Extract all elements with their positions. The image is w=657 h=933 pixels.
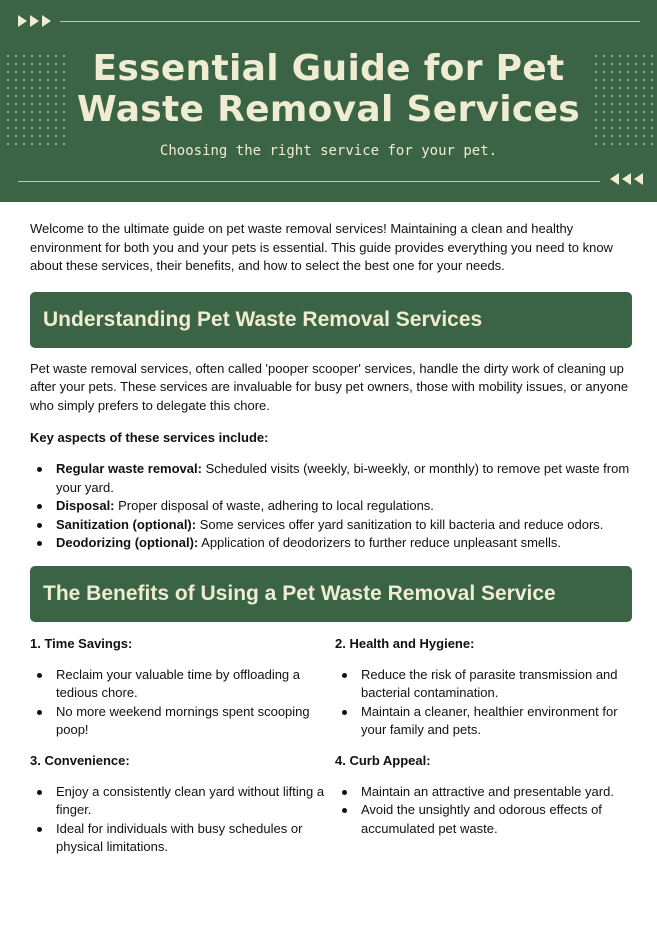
section-heading-benefits: [30, 566, 632, 622]
list-item: No more weekend mornings spent scooping poop!: [56, 703, 335, 740]
intro-paragraph: Welcome to the ultimate guide on pet waste removal services! Maintaining a clean and healthy environment for both you and your pets is essential. This guide provides everything you need to know about these services, their benefits, and how to select the best one for your needs.: [30, 221, 613, 273]
triple-arrow-left-icon: [610, 173, 643, 185]
key-aspects-label: Key aspects of these services include:: [30, 430, 269, 445]
list-item: Reclaim your valuable time by offloading a tedious chore.: [56, 666, 335, 703]
dot-pattern-right: [592, 52, 654, 148]
section-heading-understanding: [30, 292, 632, 348]
benefits-column-left: [30, 635, 335, 869]
section1-paragraph: Pet waste removal services, often called 'pooper scooper' services, handle the dirty work of cleaning up after your pets. These services are invaluable for busy pet owners, those with mobility issues, or anyone who simply prefers to delegate this chore.: [30, 360, 629, 413]
list-item: Maintain a cleaner, healthier environment for your family and pets.: [361, 703, 632, 740]
benefit-title: 4. Curb Appeal:: [335, 752, 431, 768]
item-text: Application of deodorizers to further reduce unpleasant smells.: [198, 535, 562, 550]
item-text: Some services offer yard sanitization to kill bacteria and reduce odors.: [196, 516, 604, 532]
benefits-grid: [30, 635, 632, 869]
item-term: Disposal:: [56, 498, 115, 513]
item-text: Proper disposal of waste, adhering to local regulations.: [114, 498, 434, 513]
triple-arrow-right-icon: [18, 15, 51, 27]
benefit-title: 3. Convenience:: [30, 752, 130, 768]
list-item: Reduce the risk of parasite transmission and bacterial contamination.: [361, 666, 632, 703]
dot-pattern-left: [4, 52, 66, 148]
header-divider-top: [60, 21, 640, 22]
section-heading-text: The Benefits of Using a Pet Waste Removal Service: [43, 581, 556, 605]
key-aspects-list: [30, 460, 632, 553]
section-heading-text: Understanding Pet Waste Removal Services: [43, 307, 483, 331]
benefits-column-right: [335, 635, 632, 869]
benefit-list: [30, 783, 335, 857]
benefit-title: 1. Time Savings:: [30, 635, 133, 651]
title-line-1: Essential Guide for Pet: [92, 48, 565, 89]
page-subtitle: Choosing the right service for your pet.: [159, 143, 498, 159]
benefit-list: [335, 783, 632, 839]
list-item: [56, 460, 632, 497]
header-banner: [0, 0, 657, 202]
item-text: Scheduled visits (weekly, bi-weekly, or monthly) to remove pet waste from your yard.: [56, 461, 630, 495]
benefit-list: [335, 666, 632, 740]
list-item: [56, 497, 632, 516]
item-term: Regular waste removal:: [56, 461, 202, 476]
title-line-2: Waste Removal Services: [76, 89, 580, 130]
benefit-health-hygiene: [335, 635, 632, 740]
list-item: Enjoy a consistently clean yard without lifting a finger.: [56, 783, 335, 820]
benefit-convenience: [30, 752, 335, 857]
header-divider-bottom: [18, 181, 600, 182]
main-content: [30, 220, 632, 869]
benefit-curb-appeal: [335, 752, 632, 839]
benefit-time-savings: [30, 635, 335, 740]
list-item: Avoid the unsightly and odorous effects of accumulated pet waste.: [361, 801, 632, 838]
list-item: [56, 534, 632, 553]
list-item: [56, 516, 632, 535]
list-item: Maintain an attractive and presentable yard.: [361, 783, 632, 802]
list-item: Ideal for individuals with busy schedules or physical limitations.: [56, 820, 335, 857]
item-term: Sanitization (optional):: [56, 516, 197, 532]
page-title: [70, 48, 587, 130]
item-term: Deodorizing (optional):: [56, 535, 199, 550]
benefit-title: 2. Health and Hygiene:: [335, 635, 475, 651]
benefit-list: [30, 666, 335, 740]
